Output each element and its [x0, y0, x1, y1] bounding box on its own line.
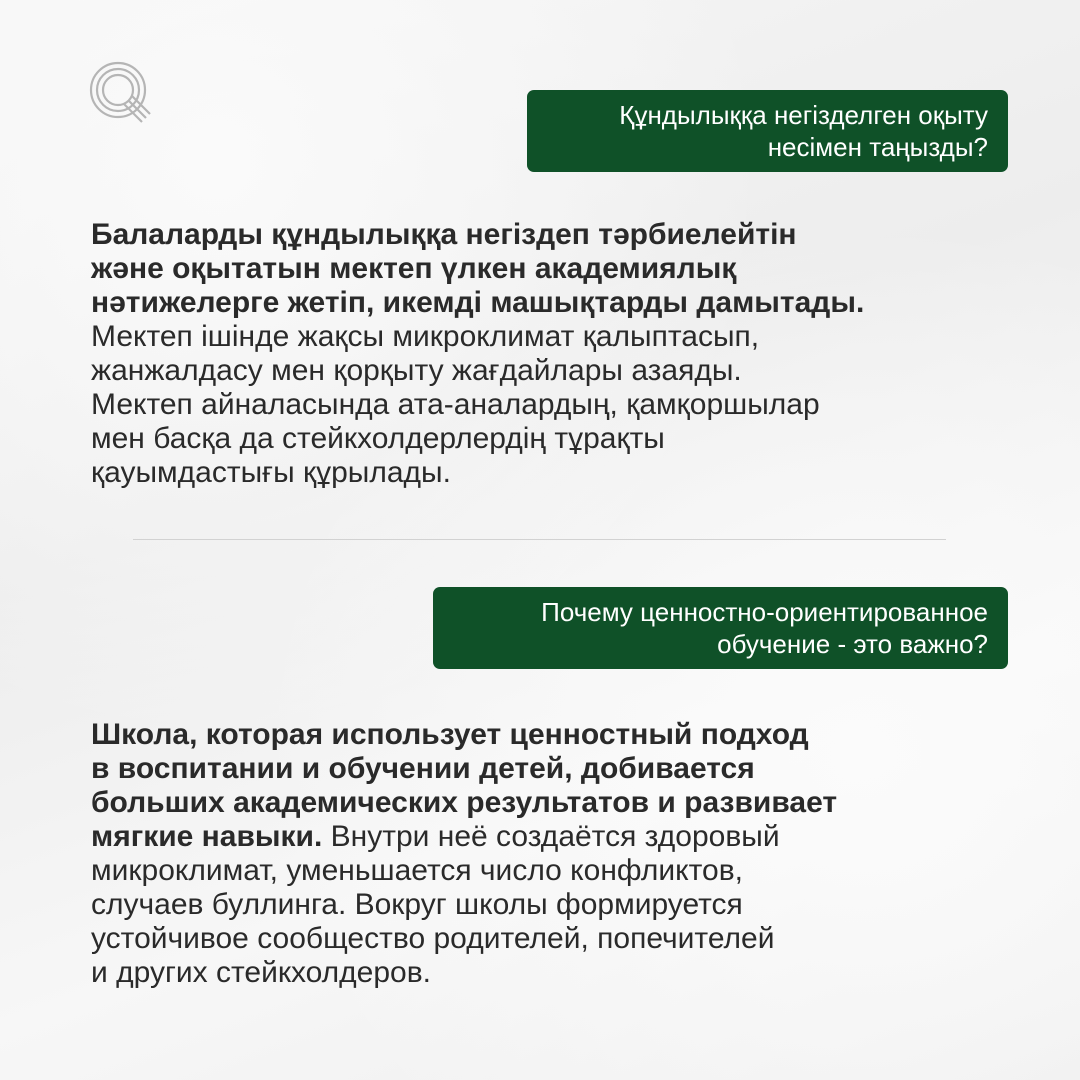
answer-ru-bold-line: Школа, которая использует ценностный подход: [91, 718, 809, 751]
question-tag-kk-line: Құндылыққа негізделген оқыту: [619, 100, 988, 130]
q-logo-icon: [88, 60, 152, 124]
answer-ru-line: микроклимат, уменьшается число конфликтов,: [91, 854, 744, 887]
answer-kk-bold-line: нәтижелерге жетіп, икемді машықтарды дамытады.: [91, 286, 865, 319]
section-divider: [133, 539, 946, 540]
answer-kk-line: жанжалдасу мен қорқыту жағдайлары азаяды.: [91, 354, 742, 387]
question-tag-kk: [527, 90, 1008, 172]
answer-ru-line: устойчивое сообщество родителей, попечителей: [91, 922, 775, 955]
answer-ru-line: случаев буллинга. Вокруг школы формируется: [91, 888, 743, 921]
answer-kk-line: Мектеп ішінде жақсы микроклимат қалыптасып,: [91, 320, 760, 353]
question-tag-ru: [433, 587, 1008, 669]
answer-paragraph-kk: [91, 218, 991, 490]
answer-kk-line: мен басқа да стейкхолдерлердің тұрақты: [91, 422, 665, 455]
answer-paragraph-ru: [91, 718, 991, 990]
answer-ru-mixed-line: [91, 820, 991, 854]
question-tag-ru-line: обучение - это важно?: [717, 629, 988, 659]
answer-ru-regular-fragment: Внутри неё создаётся здоровый: [322, 820, 780, 853]
answer-kk-line: Мектеп айналасында ата-аналардың, қамқоршылар: [91, 388, 820, 421]
answer-ru-line: и других стейкхолдеров.: [91, 956, 431, 989]
answer-ru-bold-fragment: мягкие навыки.: [91, 820, 323, 853]
question-tag-ru-line: Почему ценностно-ориентированное: [541, 597, 988, 627]
question-tag-kk-line: несімен таңызды?: [767, 132, 988, 162]
answer-ru-bold-line: в воспитании и обучении детей, добивается: [91, 752, 755, 785]
answer-kk-line: қауымдастығы құрылады.: [91, 456, 451, 489]
answer-kk-bold-line: және оқытатын мектеп үлкен академиялық: [91, 252, 737, 285]
answer-ru-bold-line: больших академических результатов и развивает: [91, 786, 838, 819]
answer-kk-bold-line: Балаларды құндылыққа негіздеп тәрбиелейтін: [91, 218, 797, 251]
